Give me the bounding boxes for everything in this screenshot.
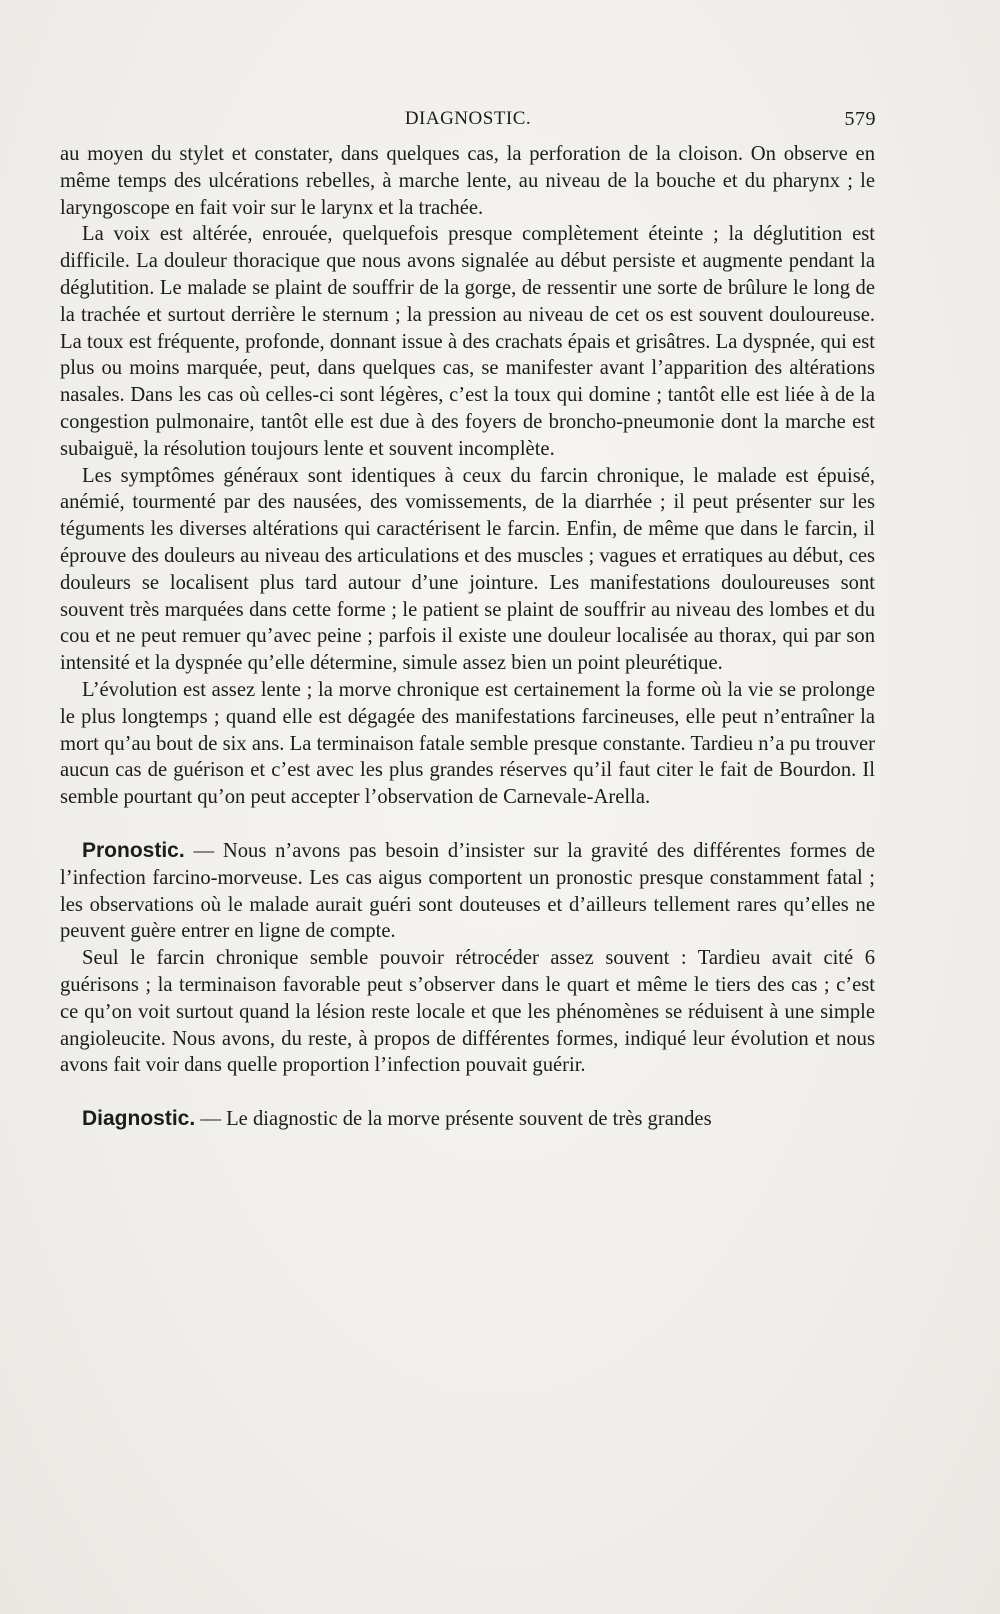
paragraph-continuation: au moyen du stylet et constater, dans quelques cas, la perforation de la cloison. On observe en même temps des ulcérations rebelles, à marche lente, au niveau de la bouche et du pharynx ; le laryngoscope en fait voir sur le larynx et la trachée.: [60, 143, 875, 219]
diagnostic-heading: Diagnostic.: [82, 1107, 196, 1131]
paragraph-voix: La voix est altérée, enrouée, quelquefois presque complètement éteinte ; la déglutition est difficile. La douleur thoracique que nous avons signalée au début persiste et augmente pendant la déglutition. Le malade se plaint de souffrir de la gorge, de ressentir une sorte de brûlure le long de la trachée et surtout derrière le sternum ; la pression au niveau de cet os est souvent douloureuse. La toux est fréquente, profonde, donnant issue à des crachats épais et grisâtres. La dyspnée, qui est plus ou moins marquée, peut, dans quelques cas, se manifester avant l’apparition des altérations nasales. Dans les cas où celles-ci sont légères, c’est la toux qui domine ; tantôt elle est liée à de la congestion pulmonaire, tantôt elle est due à des foyers de broncho-pneumonie dont la marche est subaiguë, la résolution toujours lente et souvent incomplète.: [60, 223, 875, 460]
pronostic-section: [60, 838, 875, 945]
paragraph-evolution: L’évolution est assez lente ; la morve chronique est certainement la forme où la vie se prolonge le plus longtemps ; quand elle est dégagée des manifestations farcineuses, elle peut n’entraîner la mort qu’au bout de six ans. La terminaison fatale semble presque constante. Tardieu n’a pu trouver aucun cas de guérison et c’est avec les plus grandes réserves qu’il faut citer le fait de Bourdon. Il semble pourtant qu’on peut accepter l’observation de Carnevale-Arella.: [60, 678, 875, 809]
running-title: DIAGNOSTIC.: [404, 108, 532, 129]
pronostic-paragraph-2: Seul le farcin chronique semble pouvoir rétrocéder assez souvent : Tardieu avait cité 6 guérisons ; la terminaison favorable peut s’observer dans le quart et même le tiers des cas ; c’est ce qu’on voit surtout quand la lésion reste locale et que les phénomènes se réduisent à une simple angioleucite. Nous avons, du reste, à propos de différentes formes, indiqué leur évolution et nous avons fait voir dans quelle proportion l’infection pouvait guérir.: [60, 947, 875, 1077]
pronostic-text: — Nous n’avons pas besoin d’insister sur la gravité des différentes formes de l’infection farcino-morveuse. Les cas aigus comportent un pronostic presque constamment fatal ; les observations où le malade aurait guéri sont douteuses et d’ailleurs tellement rares qu’elles ne peuvent guère entrer en ligne de compte.: [60, 839, 875, 943]
pronostic-heading: Pronostic.: [82, 838, 185, 862]
paragraph-symptomes: Les symptômes généraux sont identiques à ceux du farcin chronique, le malade est épuisé, anémié, tourmenté par des nausées, des vomissements, de la diarrhée ; il peut présenter sur les téguments les diverses altérations qui caractérisent le farcin. Enfin, de même que dans le farcin, il éprouve des douleurs au niveau des articulations et des muscles ; vagues et erratiques au début, ces douleurs se localisent plus tard autour d’une jointure. Les manifestations douloureuses sont souvent très marquées dans cette forme ; le patient se plaint de souffrir au niveau des lombes et du cou et ne peut remuer qu’avec peine ; parfois il existe une douleur localisée au thorax, qui par son intensité et la dyspnée qu’elle détermine, simule assez bien un point pleurétique.: [60, 464, 875, 675]
diagnostic-section: [60, 1106, 875, 1133]
body-text: [60, 141, 875, 1133]
page-number: 579: [844, 108, 876, 130]
page-header: [60, 108, 876, 138]
diagnostic-text: — Le diagnostic de la morve présente souvent de très grandes: [195, 1108, 712, 1131]
